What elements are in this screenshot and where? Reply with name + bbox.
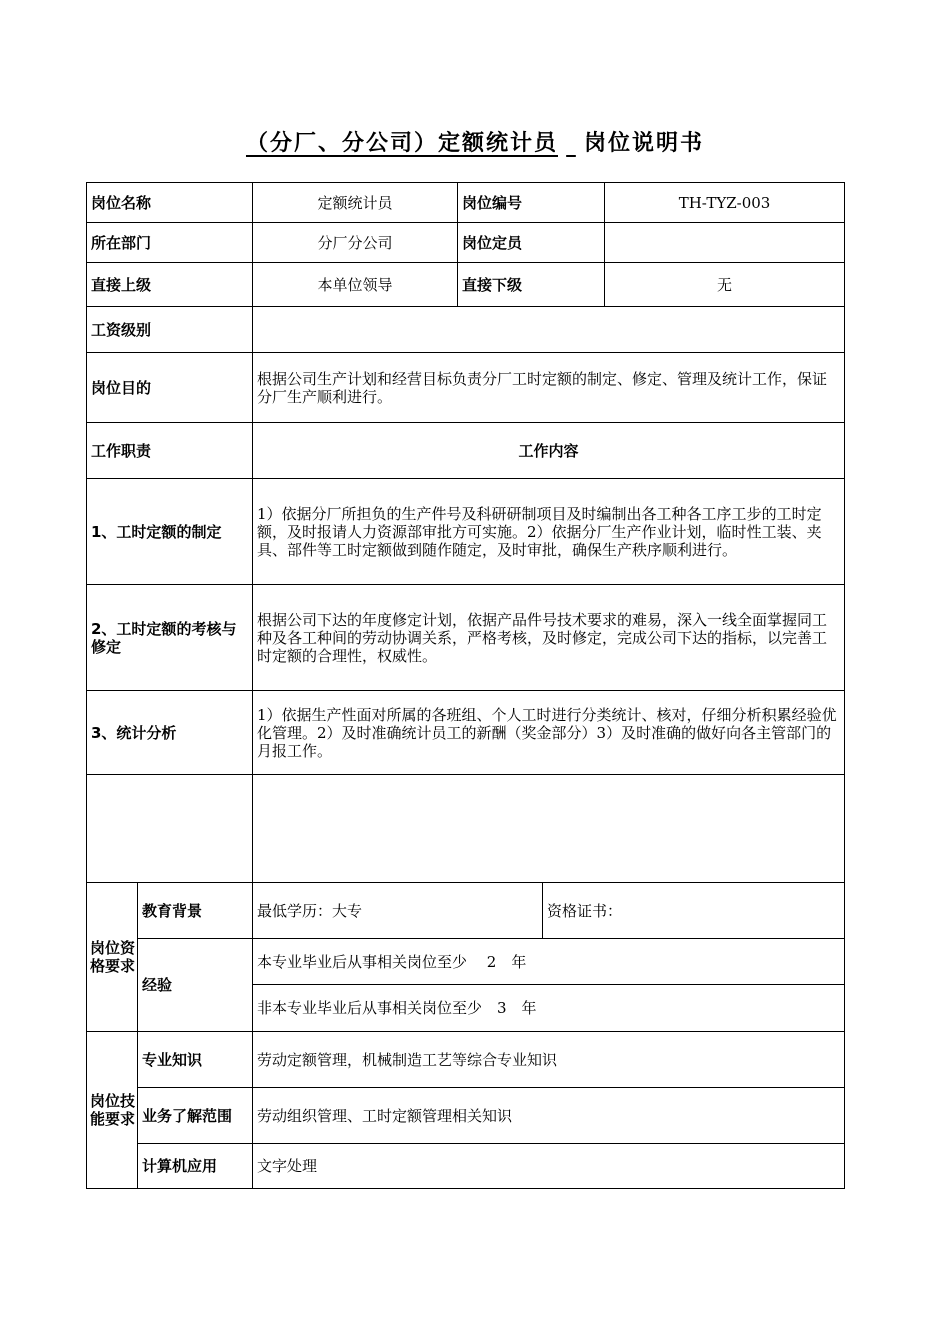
subordinate-value: 无: [605, 263, 845, 307]
row-superior: [87, 263, 845, 307]
row-computer: [87, 1144, 845, 1189]
experience-label: 经验: [138, 939, 253, 1032]
title-main: （分厂、分公司）定额统计员: [245, 131, 558, 156]
title-suffix: 岗位说明书: [584, 131, 705, 156]
duties-content-header: 工作内容: [253, 423, 845, 479]
staffing-label: 岗位定员: [458, 223, 605, 263]
superior-value: 本单位领导: [253, 263, 458, 307]
education-label: 教育背景: [138, 883, 253, 939]
title-gap: [558, 131, 584, 156]
empty-cell: [253, 775, 845, 883]
knowledge-label: 专业知识: [138, 1032, 253, 1088]
position-code-label: 岗位编号: [458, 183, 605, 223]
duty-row: [87, 479, 845, 585]
experience-same-major: 本专业毕业后从事相关岗位至少 2 年: [253, 939, 845, 985]
job-description-table: [86, 182, 845, 1189]
row-experience-1: [87, 939, 845, 985]
experience-other-major: 非本专业毕业后从事相关岗位至少 3 年: [253, 985, 845, 1032]
row-dept: [87, 223, 845, 263]
row-salary: [87, 307, 845, 353]
empty-cell: [87, 775, 253, 883]
purpose-label: 岗位目的: [87, 353, 253, 423]
duties-label: 工作职责: [87, 423, 253, 479]
education-value: 最低学历：大专: [253, 883, 543, 939]
row-duty-header: [87, 423, 845, 479]
business-label: 业务了解范围: [138, 1088, 253, 1144]
knowledge-value: 劳动定额管理，机械制造工艺等综合专业知识: [253, 1032, 845, 1088]
row-name: [87, 183, 845, 223]
position-name-value: 定额统计员: [253, 183, 458, 223]
position-code-value: TH-TYZ-003: [605, 183, 845, 223]
duty-content: 1）依据生产性面对所属的各班组、个人工时进行分类统计、核对，仔细分析积累经验优化管理。2）及时准确统计员工的新酬（奖金部分）3）及时准确的做好向各主管部门的月报工作。: [253, 691, 845, 775]
row-business: [87, 1088, 845, 1144]
staffing-value: [605, 223, 845, 263]
duty-content: 1）依据分厂所担负的生产件号及科研研制项目及时编制出各工种各工序工步的工时定额，及时报请人力资源部审批方可实施。2）依据分厂生产作业计划，临时性工装、夹具、部件等工时定额做到随作随定，及时审批，确保生产秩序顺利进行。: [253, 479, 845, 585]
salary-value: [253, 307, 845, 353]
row-education: [87, 883, 845, 939]
row-empty: [87, 775, 845, 883]
duty-content: 根据公司下达的年度修定计划，依据产品件号技术要求的难易，深入一线全面掌握同工种及各工种间的劳动协调关系，严格考核，及时修定，完成公司下达的指标，以完善工时定额的合理性，权威性。: [253, 585, 845, 691]
duty-row: [87, 691, 845, 775]
certificate-value: 资格证书：: [543, 883, 845, 939]
position-name-label: 岗位名称: [87, 183, 253, 223]
qualification-group-label: 岗位资格要求: [87, 883, 138, 1032]
department-label: 所在部门: [87, 223, 253, 263]
purpose-value: 根据公司生产计划和经营目标负责分厂工时定额的制定、修定、管理及统计工作，保证分厂生产顺利进行。: [253, 353, 845, 423]
department-value: 分厂分公司: [253, 223, 458, 263]
duty-row: [87, 585, 845, 691]
duty-title: 3、统计分析: [87, 691, 253, 775]
duty-title: 2、工时定额的考核与修定: [87, 585, 253, 691]
business-value: 劳动组织管理、工时定额管理相关知识: [253, 1088, 845, 1144]
salary-label: 工资级别: [87, 307, 253, 353]
skills-group-label: 岗位技能要求: [87, 1032, 138, 1189]
superior-label: 直接上级: [87, 263, 253, 307]
row-purpose: [87, 353, 845, 423]
duty-title: 1、工时定额的制定: [87, 479, 253, 585]
subordinate-label: 直接下级: [458, 263, 605, 307]
page-title: [0, 126, 950, 157]
computer-label: 计算机应用: [138, 1144, 253, 1189]
row-knowledge: [87, 1032, 845, 1088]
computer-value: 文字处理: [253, 1144, 845, 1189]
